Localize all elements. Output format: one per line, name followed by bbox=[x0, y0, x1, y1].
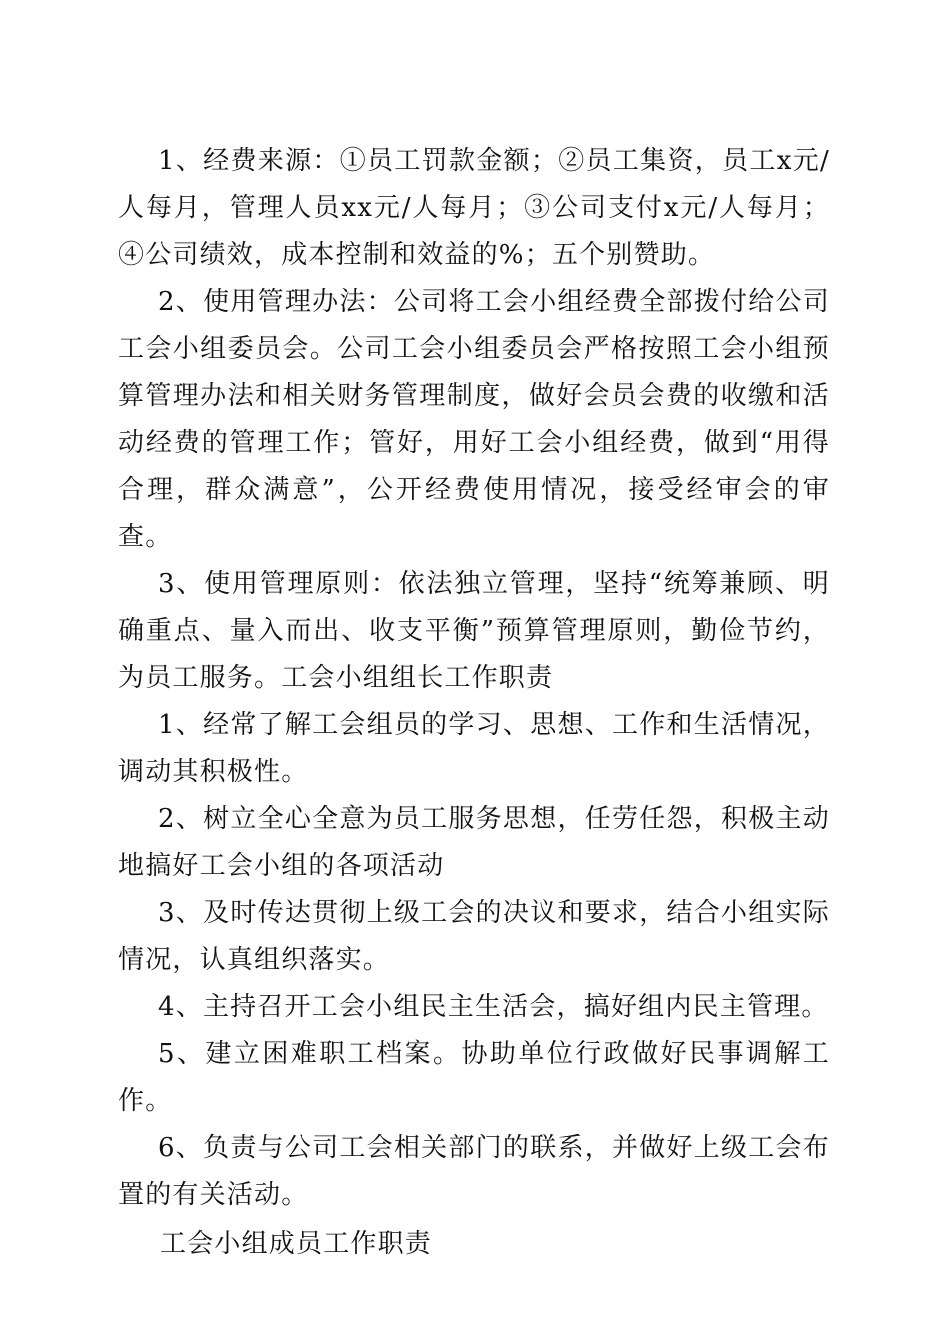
paragraph-usage-method: 2、使用管理办法：公司将工会小组经费全部拨付给公司工会小组委员会。公司工会小组委员会严格按照工会小组预算管理办法和相关财务管理制度，做好会员会费的收缴和活动经费的管理工作；管好，用好工会小组经费，做到“用得合理，群众满意”，公开经费使用情况，接受经审会的审查。 bbox=[118, 287, 830, 552]
paragraph-duty-3: 3、及时传达贯彻上级工会的决议和要求，结合小组实际情况，认真组织落实。 bbox=[118, 898, 830, 975]
document-body bbox=[118, 138, 830, 1268]
paragraph-duty-4: 4、主持召开工会小组民主生活会，搞好组内民主管理。 bbox=[158, 992, 829, 1022]
paragraph-funding-source: 1、经费来源：①员工罚款金额；②员工集资，员工x元/人每月，管理人员xx元/人每月；③公司支付x元/人每月；④公司绩效，成本控制和效益的%；五个别赞助。 bbox=[118, 146, 830, 270]
paragraph-duty-5: 5、建立困难职工档案。协助单位行政做好民事调解工作。 bbox=[118, 1039, 830, 1116]
paragraph-duty-6: 6、负责与公司工会相关部门的联系，并做好上级工会布置的有关活动。 bbox=[118, 1133, 830, 1210]
paragraph-duty-2: 2、树立全心全意为员工服务思想，任劳任怨，积极主动地搞好工会小组的各项活动 bbox=[118, 804, 830, 881]
section-heading: 工会小组成员工作职责 bbox=[160, 1229, 433, 1259]
paragraph-duty-1: 1、经常了解工会组员的学习、思想、工作和生活情况，调动其积极性。 bbox=[118, 710, 830, 787]
paragraph-usage-principle: 3、使用管理原则：依法独立管理，坚持“统筹兼顾、明确重点、量入而出、收支平衡”预算管理原则，勤俭节约，为员工服务。工会小组组长工作职责 bbox=[118, 569, 830, 693]
